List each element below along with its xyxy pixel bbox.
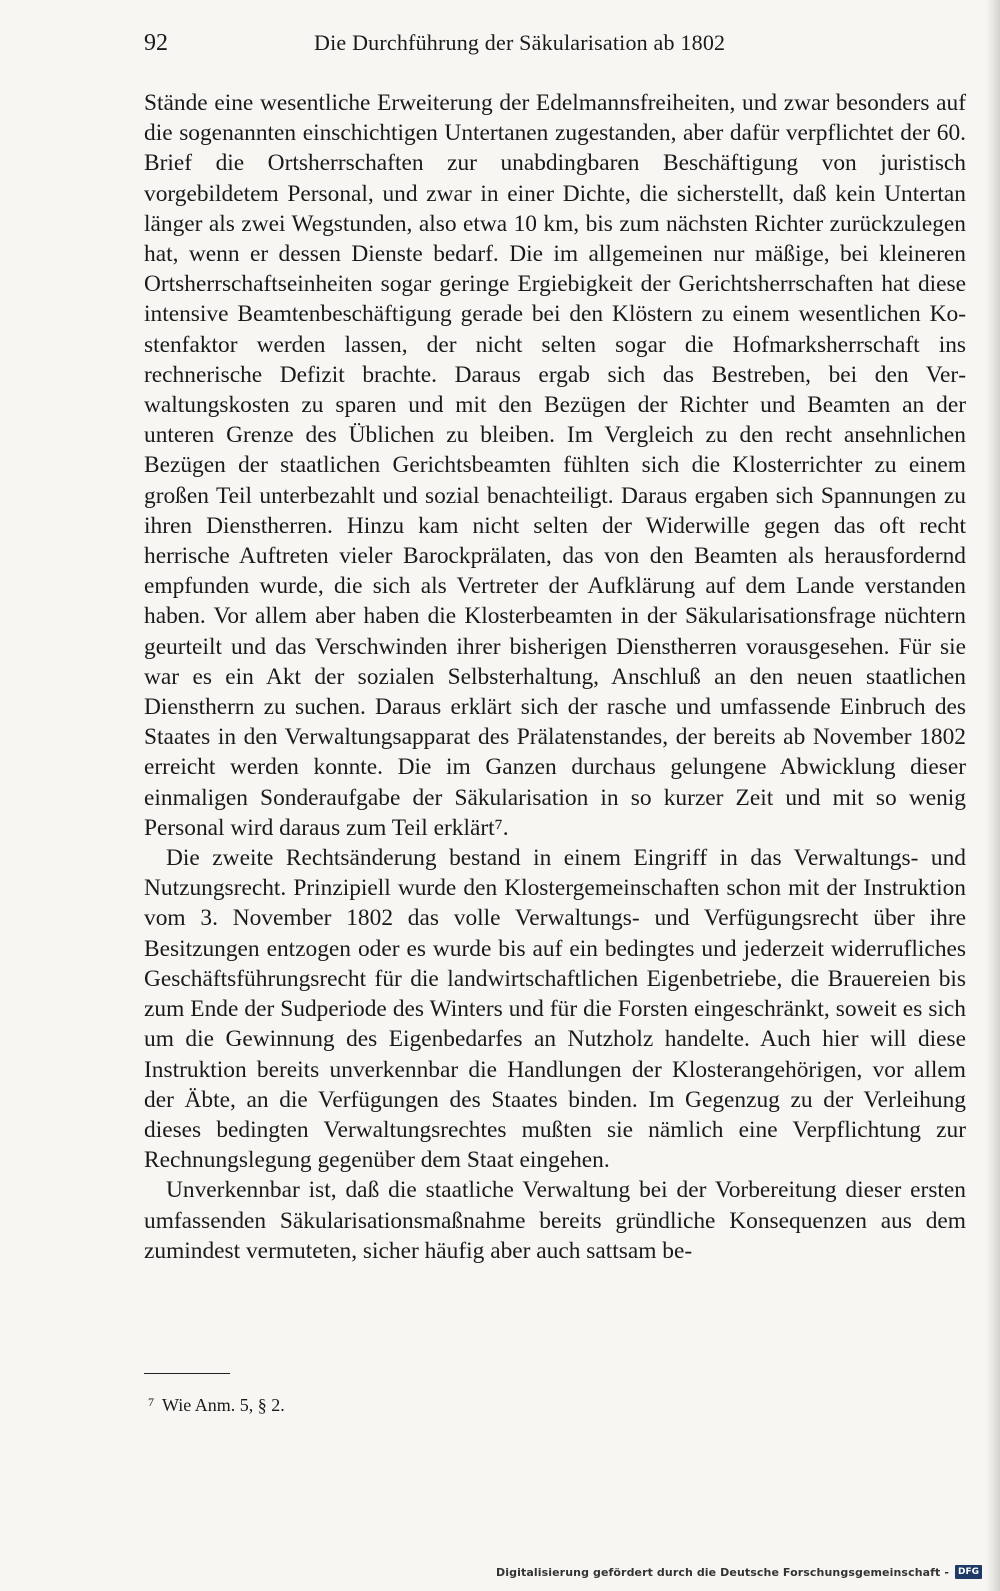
footnote-divider <box>144 1373 230 1374</box>
digitization-credit <box>496 1563 982 1581</box>
credit-text: Digitalisierung gefördert durch die Deutsche Forschungsgemeinschaft - <box>496 1565 949 1579</box>
paragraph-1: Stände eine wesentliche Erweiterung der Edelmannsfreiheiten, und zwar besonders auf die sogenannten einschichtigen Untertanen zugestanden, aber dafür verpflichtet der 60. Brief die Ortsherrschaften zur unabdingbaren Beschäftigung von juristisch vorgebildetem Personal, und zwar in einer Dichte, die sicherstellt, daß kein Untertan länger als zwei Wegstunden, also etwa 10 km, bis zum nächsten Richter zurückzulegen hat, wenn er dessen Dienste bedarf. Die im allgemeinen nur mäßige, bei kleineren Ortsherrschaftseinheiten sogar geringe Ergiebigkeit der Gerichtsherrschaften hat diese intensive Beamtenbeschäftigung gerade bei den Klöstern zu einem wesentlichen Kostenfaktor werden lassen, der nicht selten sogar die Hofmarksherrschaft ins rechnerische Defizit brachte. Daraus ergab sich das Bestreben, bei den Verwaltungskosten zu sparen und mit den Bezügen der Richter und Beamten an der unteren Grenze des Üblichen zu bleiben. Im Vergleich zu den recht ansehnlichen Bezügen der staatlichen Gerichtsbeamten fühlten sich die Klosterrichter zu einem großen Teil unterbezahlt und sozial benachteiligt. Daraus ergaben sich Spannungen zu ihren Dienstherren. Hinzu kam nicht selten der Widerwille gegen das oft recht herrische Auftreten vieler Barockprälaten, das von den Beamten als herausfordernd empfunden wurde, die sich als Vertreter der Aufklärung auf dem Lande verstanden haben. Vor allem aber haben die Klosterbeamten in der Säkularisationsfrage nüchtern geurteilt und das Verschwinden ihrer bisherigen Dienstherren vorausgesehen. Für sie war es ein Akt der sozialen Selbsterhaltung, Anschluß an den neuen staatlichen Dienstherrn zu suchen. Daraus erklärt sich der rasche und umfassende Einbruch des Staates in den Verwaltungsapparat des Prälatenstandes, der bereits ab November 1802 erreicht werden konnte. Die im Ganzen durchaus gelungene Abwicklung dieser einmaligen Sonderaufgabe der Säkularisation in so kurzer Zeit und mit so wenig Personal wird daraus zum Teil erklärt⁷. <box>144 90 966 841</box>
main-text <box>144 88 966 1266</box>
running-head: Die Durchführung der Säkularisation ab 1802 <box>314 30 726 55</box>
page-header <box>144 28 966 62</box>
footnote <box>148 1390 285 1417</box>
footnote-text: Wie Anm. 5, § 2. <box>162 1395 285 1415</box>
footnote-marker: 7 <box>148 1395 154 1409</box>
page-number: 92 <box>144 30 168 56</box>
page-edge-shadow <box>986 0 1000 1591</box>
dfg-logo-icon: DFG <box>955 1565 982 1579</box>
paragraph-3: Unverkennbar ist, daß die staatliche Verwaltung bei der Vorbereitung dieser ersten umfassenden Säkularisationsmaßnahme bereits gründliche Konsequenzen aus dem zumindest vermuteten, sicher häufig aber auch sattsam be- <box>144 1177 966 1264</box>
paragraph-2: Die zweite Rechtsänderung bestand in einem Eingriff in das Verwaltungs- und Nutzungsrecht. Prinzipiell wurde den Klostergemeinschaften schon mit der Instruktion vom 3. November 1802 das volle Verwaltungs- und Verfügungsrecht über ihre Besitzungen entzogen oder es wurde bis auf ein bedingtes und jederzeit widerrufliches Geschäftsführungsrecht für die landwirtschaftlichen Eigenbetriebe, die Brauereien bis zum Ende der Sudperiode des Winters und für die Forsten eingeschränkt, soweit es sich um die Gewinnung des Eigenbedarfes an Nutzholz handelte. Auch hier will diese Instruktion bereits unverkennbar die Handlungen der Klosterangehörigen, vor allem der Äbte, an die Verfügungen des Staates binden. Im Gegenzug zu der Verleihung dieses bedingten Verwaltungsrechtes mußten sie nämlich eine Verpflichtung zur Rechnungslegung gegenüber dem Staat eingehen. <box>144 845 966 1174</box>
